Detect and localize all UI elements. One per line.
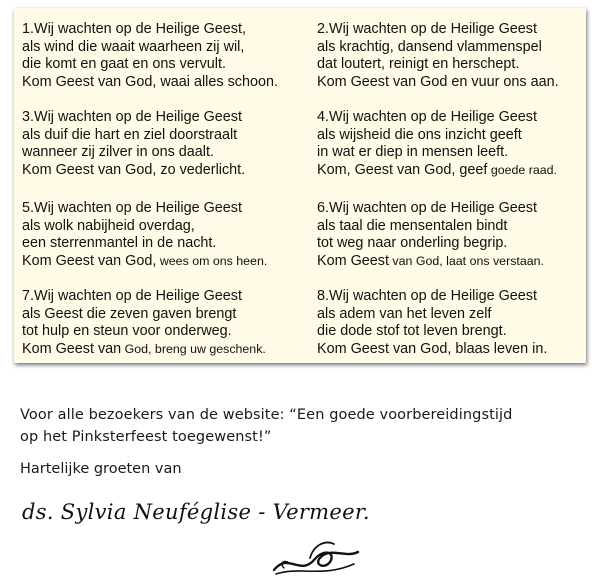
verse-closing-small: God, breng uw geschenk. bbox=[121, 341, 266, 356]
verse-line: 3.Wij wachten op de Heilige Geest bbox=[22, 109, 242, 125]
verse-line: een sterrenmantel in de nacht. bbox=[22, 235, 217, 251]
verse-line: 6.Wij wachten op de Heilige Geest bbox=[317, 200, 537, 216]
verse-line: die komt en gaat en ons vervult. bbox=[22, 56, 226, 72]
verse-line: wanneer zij zilver in ons daalt. bbox=[22, 144, 214, 160]
verse-line: als krachtig, dansend vlammenspel bbox=[317, 38, 542, 55]
verse-5 bbox=[22, 200, 312, 270]
flourish-ornament-icon bbox=[270, 538, 362, 578]
verse-line: 4.Wij wachten op de Heilige Geest bbox=[317, 109, 537, 125]
verse-closing-main: Kom Geest bbox=[317, 252, 389, 269]
verse-closing-small: goede raad. bbox=[487, 162, 557, 177]
verse-line: in wat er diep in mensen leeft. bbox=[317, 144, 509, 160]
verse-8 bbox=[317, 288, 605, 358]
verse-line: 8.Wij wachten op de Heilige Geest bbox=[317, 288, 537, 304]
verse-closing bbox=[22, 341, 312, 359]
verse-closing-small: van God, laat ons verstaan. bbox=[388, 253, 544, 268]
verse-line: als adem van het leven zelf bbox=[317, 305, 492, 322]
verse-closing-main: Kom Geest van God, waai alles schoon. bbox=[22, 73, 278, 90]
verse-closing bbox=[22, 253, 312, 271]
signature: ds. Sylvia Neuféglise - Vermeer. bbox=[22, 500, 370, 524]
message-line-1: Voor alle bezoekers van de website: “Een goede voorbereidingstijd bbox=[20, 407, 513, 423]
verse-line: 7.Wij wachten op de Heilige Geest bbox=[22, 288, 242, 304]
verse-closing bbox=[22, 74, 312, 92]
verse-line: als wijsheid die ons inzicht geeft bbox=[317, 126, 522, 143]
verse-closing-main: Kom Geest van God, bbox=[22, 252, 157, 269]
verse-line: dat loutert, reinigt en herschept. bbox=[317, 56, 520, 72]
verse-line: 2.Wij wachten op de Heilige Geest bbox=[317, 21, 537, 37]
verse-line: 1.Wij wachten op de Heilige Geest, bbox=[22, 21, 246, 37]
verse-closing-small: wees om ons heen. bbox=[156, 253, 268, 268]
verse-closing-main: Kom Geest van God, blaas leven in. bbox=[317, 340, 548, 357]
verse-closing-main: Kom Geest van God, zo vederlicht. bbox=[22, 161, 246, 178]
verse-line: als wolk nabijheid overdag, bbox=[22, 217, 195, 234]
verse-closing bbox=[317, 162, 605, 180]
verse-7 bbox=[22, 288, 312, 358]
verse-line: 5.Wij wachten op de Heilige Geest bbox=[22, 200, 242, 216]
verse-closing bbox=[317, 341, 605, 359]
verse-closing bbox=[317, 253, 605, 271]
verse-closing-main: Kom Geest van bbox=[22, 340, 122, 357]
verse-line: als duif die hart en ziel doorstraalt bbox=[22, 126, 238, 143]
verse-6 bbox=[317, 200, 605, 270]
verse-line: tot hulp en steun voor onderweg. bbox=[22, 323, 232, 339]
verse-1 bbox=[22, 21, 312, 91]
verse-closing-main: Kom Geest van God en vuur ons aan. bbox=[317, 73, 559, 90]
verse-line: als taal die mensentalen bindt bbox=[317, 217, 508, 234]
verse-closing-main: Kom, Geest van God, geef bbox=[317, 161, 488, 178]
verse-2 bbox=[317, 21, 605, 91]
hymn-card bbox=[14, 8, 586, 363]
verse-line: tot weg naar onderling begrip. bbox=[317, 235, 508, 251]
greeting-text: Hartelijke groeten van bbox=[20, 461, 182, 477]
verse-closing bbox=[22, 162, 312, 180]
verse-3 bbox=[22, 109, 312, 179]
verse-line: die dode stof tot leven brengt. bbox=[317, 323, 507, 339]
verse-line: als wind die waait waarheen zij wil, bbox=[22, 38, 245, 55]
message-line-2: op het Pinksterfeest toegewenst!” bbox=[20, 429, 272, 445]
website-message bbox=[20, 404, 512, 448]
verse-line: als Geest die zeven gaven brengt bbox=[22, 305, 237, 322]
verse-closing bbox=[317, 74, 605, 92]
verse-4 bbox=[317, 109, 605, 179]
